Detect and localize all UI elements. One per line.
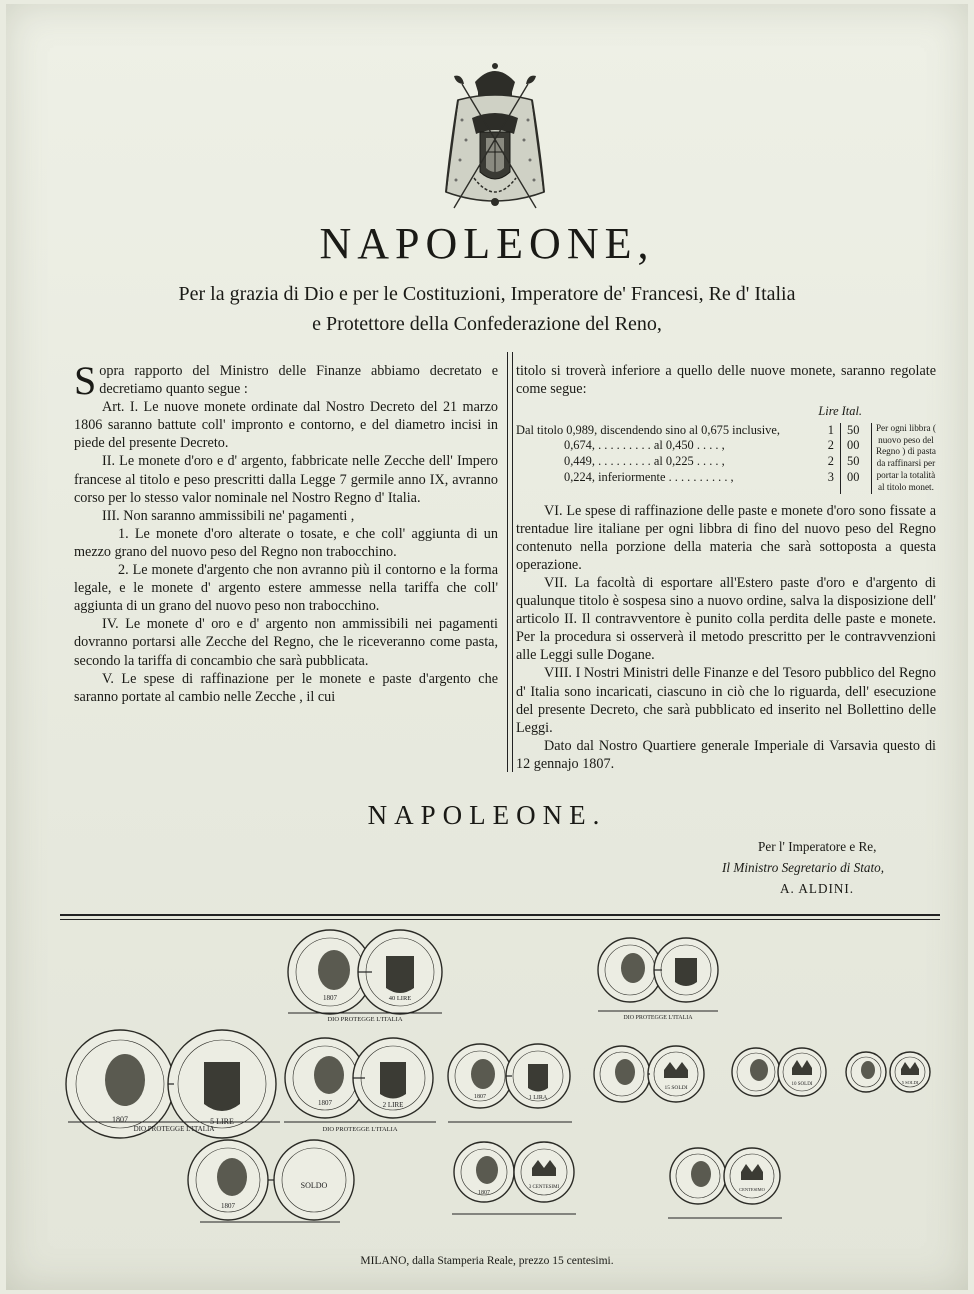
svg-text:5 LIRE: 5 LIRE [210, 1117, 234, 1126]
article-3-item-1: 1. Le monete d'oro alterate o tosate, e che coll' aggiunta di un mezzo grano del nuovo peso del Regno non trabocchino. [74, 525, 498, 560]
tariff-cents-column: 50 00 50 00 [840, 423, 869, 494]
svg-text:1807: 1807 [112, 1115, 128, 1124]
svg-text:1807: 1807 [318, 1099, 332, 1107]
decree-subtitle-line2: e Protettore della Confederazione del Reno, [312, 313, 662, 335]
article-6: VI. Le spese di raffinazione delle paste e monete d'oro sono fissate a trentadue lire italiane per ogni libbra di fino del nuovo peso del Regno contenuto nella porzione della materia che sarà sottoposta a questa operazione. [516, 502, 936, 573]
tariff-row: 0,224, inferiormente . . . . . . . . . . , 3 [564, 469, 834, 484]
countersignature-line1: Per l' Imperatore e Re, [758, 839, 877, 854]
tariff-header: Lire Ital. [818, 404, 862, 419]
preamble-paragraph: Sopra rapporto del Ministro delle Finanze abbiamo decretato e decretiamo quanto segue : [74, 358, 498, 403]
tariff-row: Dal titolo 0,989, discendendo sino al 0,675 inclusive, 1 [516, 422, 834, 437]
article-3-item-2: 2. Le monete d'argento che non avranno più il contorno e la forma legale, e le monete d' argento estere ammesse nella tariffa che coll' aggiunta di un grano del nuovo peso non trabocchino. [74, 562, 498, 615]
svg-text:1807: 1807 [474, 1094, 486, 1100]
decree-subtitle-line1: Per la grazia di Dio e per le Costituzioni, Imperatore de' Francesi, Re d' Italia [178, 283, 796, 305]
svg-text:2 LIRE: 2 LIRE [382, 1101, 404, 1109]
svg-text:5 SOLDI: 5 SOLDI [901, 1080, 919, 1085]
tariff-note: Per ogni libbra ( nuovo peso del Regno ) di pasta da raffinarsi per portar la totalità al titolo monet. [871, 423, 936, 494]
svg-text:1807: 1807 [221, 1202, 235, 1210]
article-5: V. Le spese di raffinazione per le monete e paste d'argento che saranno portate al cambio nelle Zecche , il cui [74, 670, 498, 705]
tariff-row: 0,674, . . . . . . . . . al 0,450 . . . . , 2 [564, 438, 834, 453]
countersignature-name: A. ALDINI. [780, 881, 855, 896]
article-4: IV. Le monete d' oro e d' argento non ammissibili nei pagamenti dovranno portarsi alle Zecche del Regno, che le riceveranno come pasta, secondo la tariffa di concambio che sarà pubblicata. [74, 616, 498, 669]
svg-text:15 SOLDI: 15 SOLDI [664, 1085, 688, 1091]
article-5-continued: titolo si troverà inferiore a quello delle nuove monete, saranno regolate come segue: [516, 363, 936, 398]
svg-text:40 LIRE: 40 LIRE [388, 995, 412, 1002]
coin-20-lire [598, 938, 718, 1021]
coin-40-lire [288, 930, 442, 1023]
svg-text:3 CENTESIMI: 3 CENTESIMI [528, 1185, 560, 1190]
coin-1-lira [448, 1044, 572, 1122]
svg-text:DIO PROTEGGE L'ITALIA: DIO PROTEGGE L'ITALIA [322, 1126, 398, 1133]
article-1: Art. I. Le nuove monete ordinate dal Nostro Decreto del 21 marzo 1806 saranno battute coll' impronto e contorno, e del diametro incisi in piede del presente Decreto. [74, 399, 498, 452]
coin-5-soldi [846, 1052, 930, 1092]
printer-footer: MILANO, dalla Stamperia Reale, prezzo 15 centesimi. [360, 1255, 614, 1267]
svg-text:DIO PROTEGGE L'ITALIA: DIO PROTEGGE L'ITALIA [133, 1125, 215, 1133]
coin-3-centesimi [452, 1142, 576, 1214]
svg-text:DIO PROTEGGE L'ITALIA: DIO PROTEGGE L'ITALIA [327, 1016, 403, 1023]
coin-10-soldi [732, 1048, 826, 1096]
article-3: III. Non saranno ammissibili ne' pagamenti , [102, 507, 355, 524]
article-2: II. Le monete d'oro e d' argento, fabbricate nelle Zecche dell' Impero francese al titolo e peso prescritti dalla Legge 7 germile anno IX, avranno corso per lo stesso valor nominale nel Nostro Regno d' Italia. [74, 453, 498, 506]
svg-text:1807: 1807 [323, 994, 337, 1002]
dated-clause: Dato dal Nostro Quartiere generale Imperiale di Varsavia questo di 12 gennajo 1807. [516, 737, 936, 772]
svg-text:SOLDO: SOLDO [300, 1181, 328, 1190]
tariff-row: 0,449, . . . . . . . . . al 0,225 . . . . , 2 [564, 453, 834, 468]
svg-text:DIO PROTEGGE L'ITALIA: DIO PROTEGGE L'ITALIA [623, 1015, 693, 1021]
coin-centesimo [668, 1148, 782, 1218]
drop-cap: S [74, 358, 97, 403]
svg-text:1807: 1807 [478, 1190, 490, 1196]
countersignature-line2: Il Ministro Segretario di Stato, [722, 860, 885, 875]
coin-soldo [188, 1140, 354, 1222]
svg-text:CENTESIMO: CENTESIMO [739, 1187, 765, 1192]
article-7: VII. La facoltà di esportare all'Estero paste d'oro e d'argento di qualunque titolo è sospesa sino a nuovo ordine, salva la disposizione dell' articolo II. Il contravventore è punito colla perdita delle paste e monete. Per la procedura si osserverà il metodo prescritto per le contravvenzioni alle Leggi sulle Dogane. [516, 574, 936, 664]
svg-text:1 LIRA: 1 LIRA [528, 1095, 548, 1101]
article-8: VIII. I Nostri Ministri delle Finanze e del Tesoro pubblico del Regno d' Italia sono incaricati, ciascuno in ciò che lo riguarda, dell' esecuzione del presente Decreto, che sarà pubblicato ed inserito nel Bollettino delle Leggi. [516, 665, 936, 736]
decree-title: NAPOLEONE, [319, 219, 655, 268]
signature-napoleone: NAPOLEONE. [367, 800, 607, 830]
svg-text:10 SOLDI: 10 SOLDI [791, 1082, 813, 1087]
coin-2-lire [284, 1038, 436, 1133]
